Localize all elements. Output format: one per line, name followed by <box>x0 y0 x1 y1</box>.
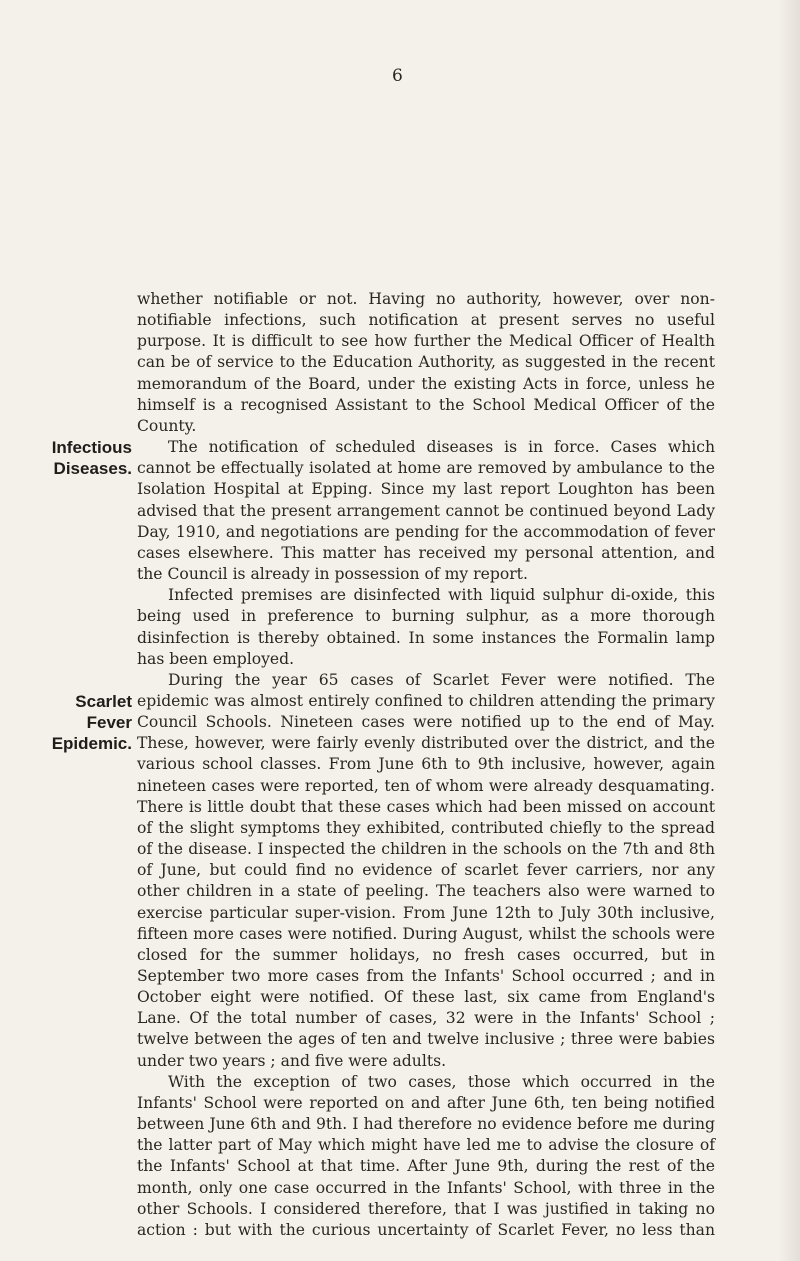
side-heading-line: Scarlet <box>75 692 132 711</box>
side-heading-line: Fever <box>86 713 132 732</box>
side-heading-scarlet-fever-epidemic <box>0 691 132 754</box>
page-edge-shadow <box>778 0 800 1261</box>
paragraph-scarlet-fever: During the year 65 cases of Scarlet Fever were notified. The epidemic was almost entirely confined to children attending the primary Council Schools. Nineteen cases were notified up to the end of May. These, however, were fairly evenly distributed over the district, and the various school classes. From June 6th to 9th inclusive, however, again nineteen cases were reported, ten of whom were already desquamating. There is little doubt that these cases which had been missed on account of the slight symptoms they exhibited, contributed chiefly to the spread of the disease. I inspected the children in the schools on the 7th and 8th of June, but could find no evidence of scarlet fever carriers, nor any other children in a state of peeling. The teachers also were warned to exercise particular super-vision. From June 12th to July 30th inclusive, fifteen more cases were notified. During August, whilst the schools were closed for the summer holidays, no fresh cases occurred, but in September two more cases from the Infants' School occurred ; and in October eight were notified. Of these last, six came from England's Lane. Of the total number of cases, 32 were in the Infants' School ; twelve between the ages of ten and twelve inclusive ; three were babies under two years ; and five were adults. <box>137 670 715 1070</box>
body-text <box>137 289 715 1241</box>
paragraph-notification: The notification of scheduled diseases is in force. Cases which cannot be effectually isolated at home are removed by ambulance to the Isolation Hospital at Epping. Since my last report Loughton has been advised that the present arrangement cannot be continued beyond Lady Day, 1910, and negotiations are pending for the accommodation of fever cases elsewhere. This matter has received my personal attention, and the Council is already in possession of my report. <box>137 438 715 584</box>
side-heading-line: Infectious <box>51 438 132 457</box>
paragraph-disinfection: Infected premises are disinfected with liquid sulphur di-oxide, this being used in preference to burning sulphur, as a more thorough disinfection is thereby obtained. In some instances the Formalin lamp has been employed. <box>137 586 715 668</box>
page-number: 6 <box>392 66 403 86</box>
side-heading-infectious-diseases <box>0 437 132 479</box>
paragraph-infants-school: With the exception of two cases, those which occurred in the Infants' School were reported on and after June 6th, ten being notified between June 6th and 9th. I had therefore no evidence before me during the latter part of May which might have led me to advise the closure of the Infants' School at that time. After June 9th, during the rest of the month, only one case occurred in the Infants' School, with three in the other Schools. I considered therefore, that I was justified in taking no action : but with the curious uncertainty of Scarlet Fever, no less than <box>137 1072 715 1239</box>
side-heading-line: Diseases. <box>53 459 132 478</box>
side-heading-line: Epidemic. <box>51 734 132 753</box>
paragraph-authority: whether notifiable or not. Having no authority, however, over non-notifiable infections, such notification at present serves no useful purpose. It is difficult to see how further the Medical Officer of Health can be of service to the Education Authority, as suggested in the recent memorandum of the Board, under the existing Acts in force, unless he himself is a recognised Assistant to the School Medical Officer of the County. <box>137 290 715 435</box>
